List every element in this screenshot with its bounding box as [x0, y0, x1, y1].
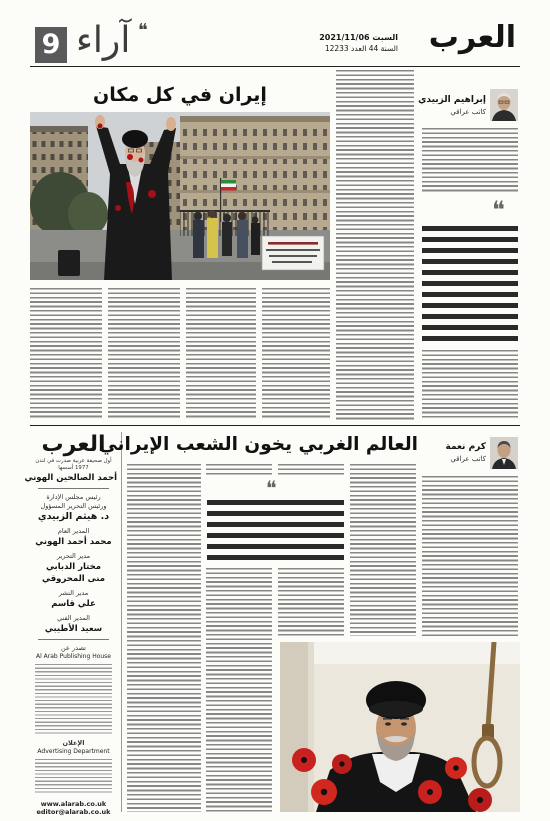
art-director-name: سعيد الأطيبي — [44, 624, 103, 634]
issue-number: السنة 44 العدد 12233 — [324, 44, 398, 53]
managing-editor-name: مختار الدبابي — [45, 562, 102, 572]
article-2-pull-quote — [207, 500, 344, 560]
page-number: 9 — [41, 29, 61, 60]
article-2-body-column — [206, 464, 272, 477]
masthead-logo: العرب — [41, 432, 106, 457]
general-manager-name: محمد أحمد الهوني — [35, 537, 112, 547]
article-1-pull-quote — [422, 226, 518, 341]
publishing-director-title: مدير النشر — [58, 589, 89, 597]
advertising-title-en: Advertising Department — [37, 748, 110, 755]
managing-editor-title: مدير التحرير — [56, 552, 91, 560]
advertising-title: الإعلان — [62, 739, 85, 747]
advertising-contact-block — [35, 759, 112, 793]
masthead-divider — [38, 488, 109, 489]
article-1-author-photo — [490, 89, 518, 121]
office-address-block — [35, 664, 112, 736]
article-2-author-name: كرم نعمة — [445, 442, 486, 452]
article-2-headline: العالم الغربي يخون الشعب الإيراني — [98, 434, 418, 455]
publisher-name: Al Arab Publishing House — [35, 653, 112, 660]
article-2-body-column — [206, 568, 272, 812]
article-2-author-photo — [490, 437, 518, 469]
art-director-title: المدير الفني — [57, 614, 90, 622]
website: www.alarab.co.uk — [40, 800, 107, 808]
article-2-author-role: كاتب عراقي — [450, 455, 486, 463]
article-1-body-column — [30, 288, 102, 420]
article-1-body-column — [422, 350, 518, 420]
masthead-tagline: أول صحيفة عربية صدرت في لندن 1977 أسسها — [35, 458, 112, 471]
page-number-box — [35, 27, 67, 63]
article-1-body-column — [336, 70, 414, 420]
chairman-title: رئيس مجلس الإدارة — [46, 493, 101, 501]
article-1-body-column — [186, 288, 256, 420]
article-2-body-column — [350, 464, 416, 636]
header-rule — [30, 66, 520, 67]
article-1-headline: إيران في كل مكان — [93, 84, 267, 106]
section-title: آراء — [76, 20, 131, 61]
founder-name: أحمد الصالحين الهوني — [24, 473, 117, 483]
managing-editor-name: منى المحروقي — [42, 574, 105, 584]
publisher-line: تصدر عن — [61, 644, 86, 652]
article-1-body-column — [422, 128, 518, 194]
article-1-quote-icon — [492, 198, 505, 222]
chairman-title-2: ورئيس التحرير المسؤول — [40, 502, 107, 510]
issue-date: السبت 2021/11/06 — [319, 33, 398, 42]
sidebar-divider — [121, 432, 122, 812]
article-2-protester-photo — [280, 642, 520, 812]
section-quote-icon — [138, 22, 148, 40]
email: editor@alarab.co.uk — [36, 808, 111, 816]
article-1-protest-photo — [30, 112, 330, 280]
article-1-author-name: إبراهيم الزبيدي — [418, 95, 486, 105]
masthead — [24, 432, 117, 816]
article-2-body-column — [422, 476, 518, 636]
article-1-body-column — [108, 288, 180, 420]
masthead-divider — [38, 639, 109, 640]
article-1-author-role: كاتب عراقي — [450, 108, 486, 116]
article-2-body-column — [127, 464, 201, 812]
article-2-body-column — [278, 568, 344, 636]
article-2-quote-icon — [266, 478, 277, 498]
chairman-name: د. هيثم الزبيدي — [37, 511, 110, 522]
article-1-body-column — [262, 288, 330, 420]
publishing-director-name: علي قاسم — [51, 599, 96, 609]
section-divider — [30, 425, 520, 426]
newspaper-logo: العرب — [428, 20, 516, 55]
general-manager-title: المدير العام — [57, 527, 90, 535]
article-2-body-column — [278, 464, 344, 477]
